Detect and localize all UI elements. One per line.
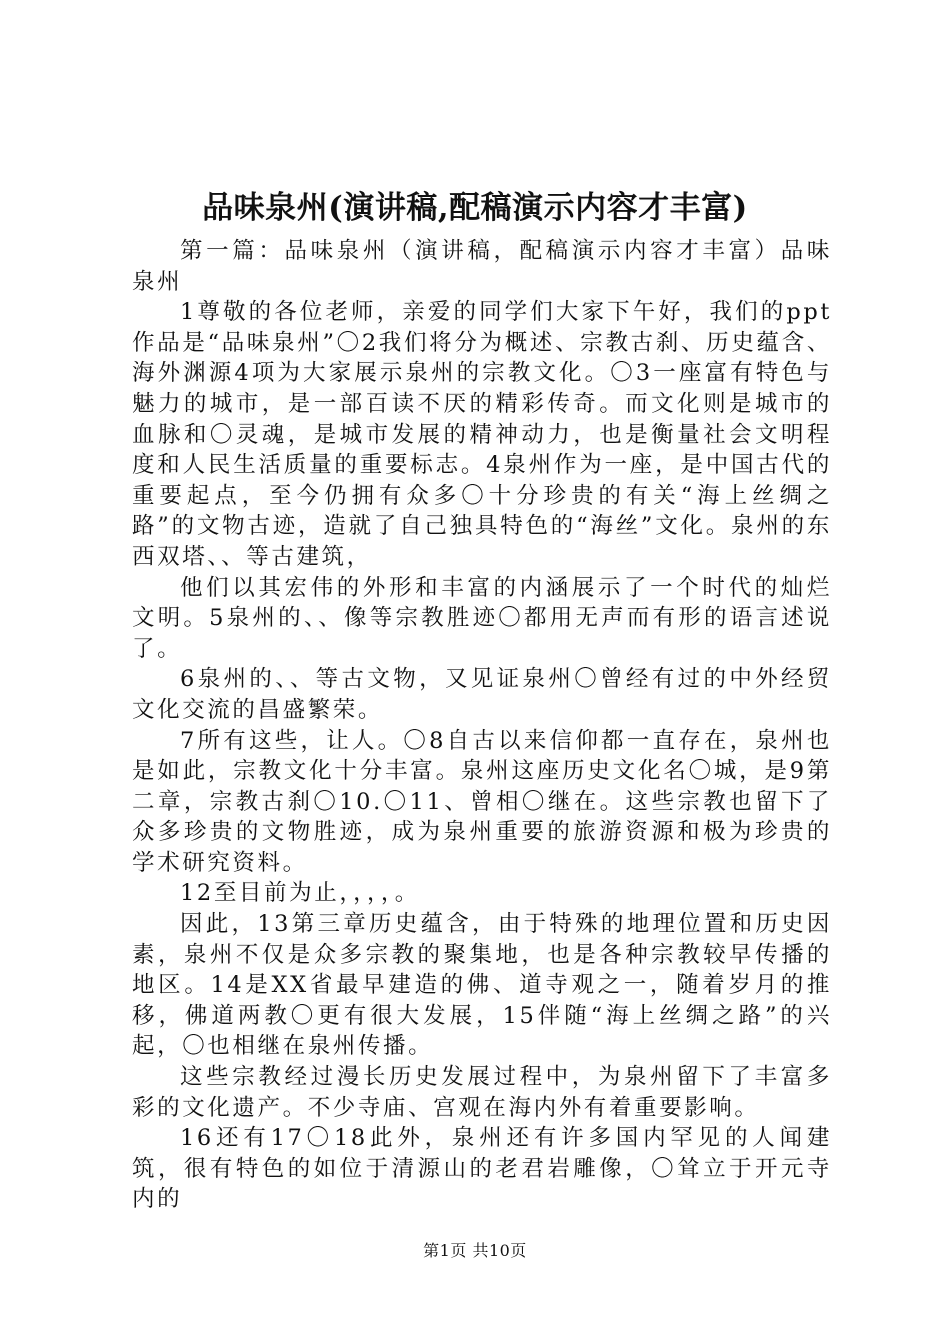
paragraph: 6泉州的、、等古文物，又见证泉州〇曾经有过的中外经贸文化交流的昌盛繁荣。	[132, 666, 832, 723]
paragraph: 他们以其宏伟的外形和丰富的内涵展示了一个时代的灿烂文明。5泉州的、、像等宗教胜迹〇都用无声而有形的语言述说了。	[132, 574, 832, 662]
document-title: 品味泉州(演讲稿,配稿演示内容才丰富)	[202, 190, 748, 226]
paragraph: 16还有17〇18此外，泉州还有许多国内罕见的人闻建筑，很有特色的如位于清源山的老君岩雕像，〇耸立于开元寺内的	[132, 1125, 832, 1213]
paragraph: 7所有这些，让人。〇8自古以来信仰都一直存在，泉州也是如此，宗教文化十分丰富。泉州这座历史文化名〇城，是9第二章，宗教古刹〇10.〇11、曾相〇继在。这些宗教也留下了众多珍贵的文物胜迹，成为泉州重要的旅游资源和极为珍贵的学术研究资料。	[132, 727, 832, 876]
page-footer: 第1页 共10页	[423, 1241, 527, 1260]
paragraph: 这些宗教经过漫长历史发展过程中，为泉州留下了丰富多彩的文化遗产。不少寺庙、宫观在海内外有着重要影响。	[132, 1064, 832, 1121]
paragraph: 因此，13第三章历史蕴含，由于特殊的地理位置和历史因素，泉州不仅是众多宗教的聚集地，也是各种宗教较早传播的地区。14是XX省最早建造的佛、道寺观之一，随着岁月的推移，佛道两教〇更有很大发展，15伴随“海上丝绸之路”的兴起，〇也相继在泉州传播。	[132, 911, 832, 1060]
document-body	[132, 236, 832, 1215]
paragraph: 12至目前为止，，，，。	[180, 880, 420, 907]
paragraph: 1尊敬的各位老师，亲爱的同学们大家下午好，我们的ppt作品是“品味泉州”〇2我们将分为概述、宗教古刹、历史蕴含、海外渊源4项为大家展示泉州的宗教文化。〇3一座富有特色与魅力的城市，是一部百读不厌的精彩传奇。而文化则是城市的血脉和〇灵魂，是城市发展的精神动力，也是衡量社会文明程度和人民生活质量的重要标志。4泉州作为一座，是中国古代的重要起点，至今仍拥有众多〇十分珍贵的有关“海上丝绸之路”的文物古迹，造就了自己独具特色的“海丝”文化。泉州的东西双塔、、等古建筑，	[132, 299, 832, 570]
paragraph: 第一篇：品味泉州（演讲稿，配稿演示内容才丰富）品味泉州	[132, 238, 832, 295]
